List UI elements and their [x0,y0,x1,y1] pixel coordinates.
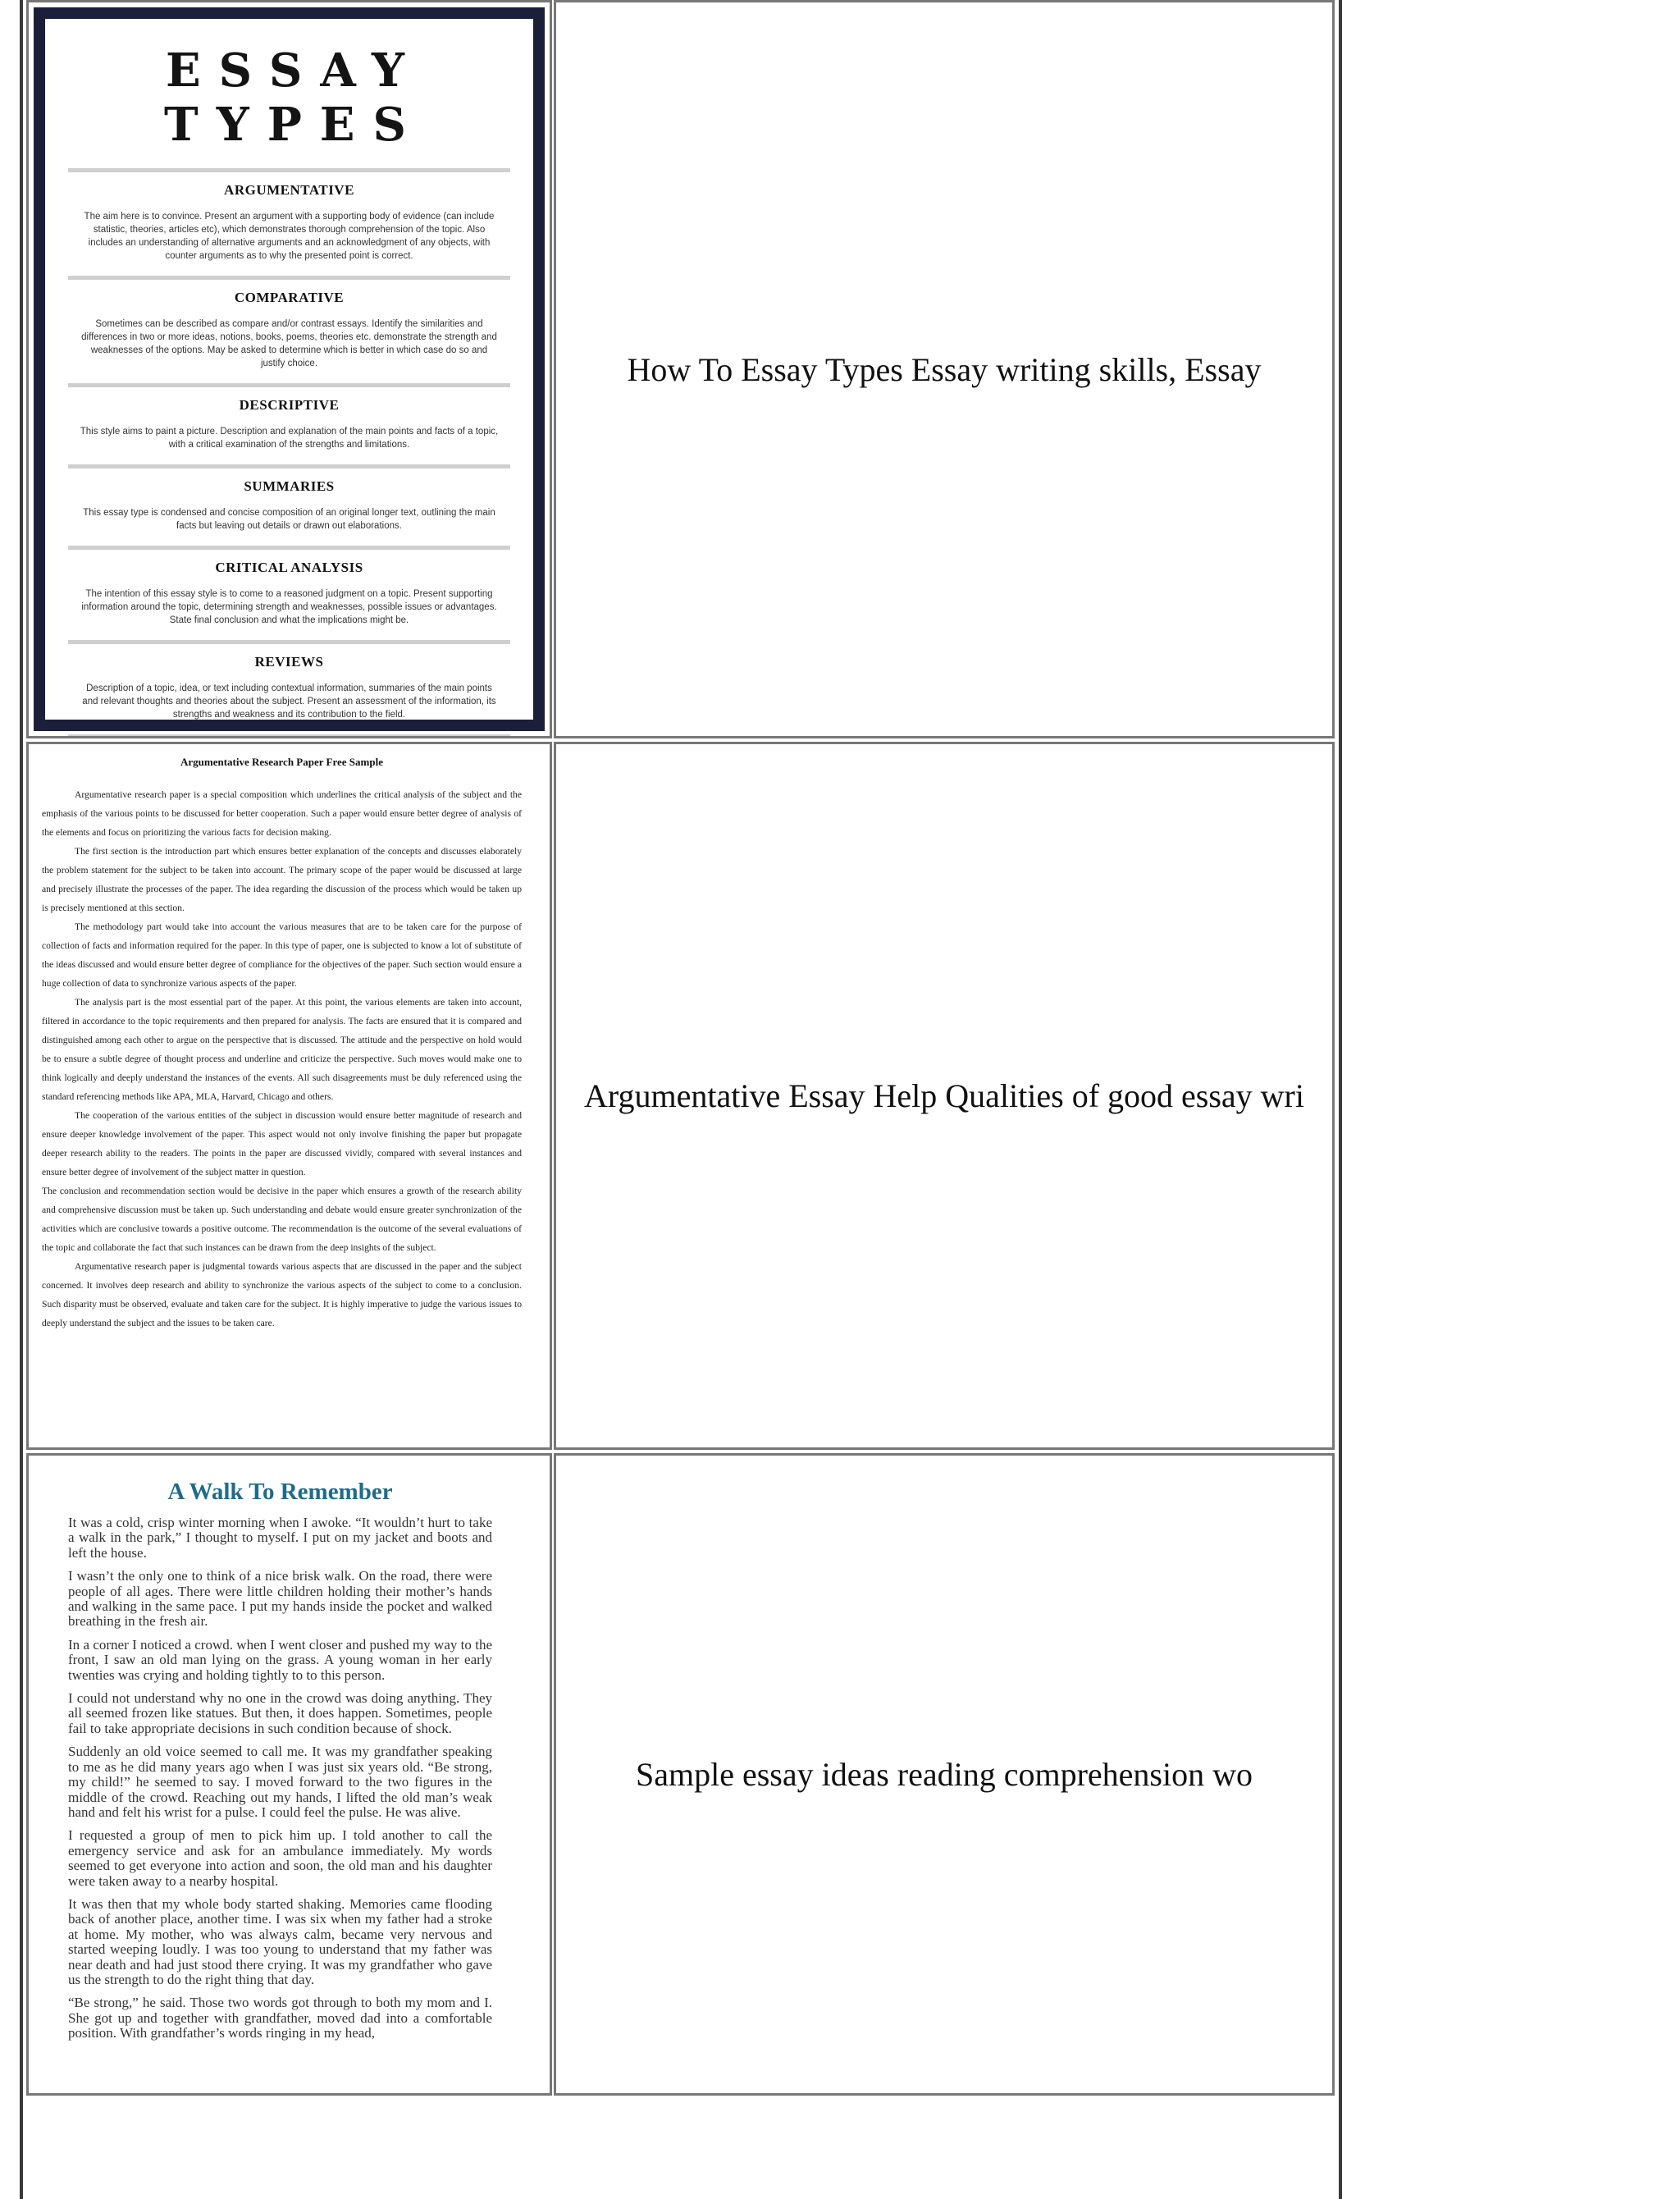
result-caption[interactable]: Sample essay ideas reading comprehension wo [635,1756,1253,1793]
story-title: A Walk To Remember [167,1479,393,1505]
result-caption[interactable]: Argumentative Essay Help Qualities of good essay wri [584,1077,1304,1114]
essay-type-section [68,734,510,738]
essay-type-description: The intention of this essay style is to come to a reasoned judgment on a topic. Present supporting information around the topic, determining strength and weaknesses, possible issues or advantages. State final conclusion and what the implications might be. [81,589,497,625]
paper-paragraph: Argumentative research paper is a special composition which underlines the critical analysis of the subject and the emphasis of the various points to be discussed for better cooperation. Such a paper would ensure better degree of analysis of the elements and focus on prioritizing the various facts for decision making. [42,789,522,838]
story-paragraph: “Be strong,” he said. Those two words got through to both my mom and I. She got up and together with grandfather, moved dad into a comfortable position. With grandfather’s words ringing in my head, [68,1995,492,2041]
essay-type-heading: REVIEWS [254,654,324,670]
essay-types-poster [34,7,545,731]
essay-type-description: This essay type is condensed and concise composition of an original longer text, outlining the main facts but leaving out details or drawn out elaborations. [83,508,495,531]
caption-cell-3 [554,1453,1335,2096]
poster-title: ESSAY TYPES [164,43,424,152]
story-paragraph: It was then that my whole body started shaking. Memories came flooding back of another place, another time. I was six when my father had a stroke at home. My mother, who was always calm, became very nervous and started weeping loudly. I was too young to understand that my father was near death and had just stood there crying. It was my grandfather who gave us the strength to do the right thing that day. [68,1895,492,1987]
paper-paragraph: The conclusion and recommendation section would be decisive in the paper which ensures a growth of the research ability and comprehensive discussion must be taken up. Such understanding and debate would ensure greater synchronization of the activities which are conclusive towards a positive outcome. The recommendation is the outcome of the several evaluations of the topic and collaborate the fact that such instances can be drawn from the deep insights of the subject. [42,1186,522,1253]
story-paragraph: I wasn’t the only one to think of a nice brisk walk. On the road, there were people of all ages. There were little children holding their mother’s hands and walking in the same pace. I put my hands inside the pocket and walked breathing in the fresh air. [68,1568,492,1630]
essay-type-section [68,276,510,383]
essay-type-description: This style aims to paint a picture. Description and explanation of the main points and facts of a topic, with a critical examination of the strengths and limitations. [80,427,499,450]
essay-type-section [68,168,510,276]
essay-type-description: The aim here is to convince. Present an argument with a supporting body of evidence (can include statistic, theories, articles etc), which demonstrates thorough comprehension of the topic. Also includes an understanding of alternative arguments and an acknowledgment of any objects, with counter arguments as to why the presented point is correct. [84,212,495,261]
story-paragraph: I could not understand why no one in the crowd was doing anything. They all seemed frozen like statues. But then, it does happen. Sometimes, people fail to take appropriate decisions in such condition because of shock. [68,1690,492,1736]
caption-cell-1 [554,0,1335,738]
result-caption[interactable]: How To Essay Types Essay writing skills, Essay [627,350,1262,388]
paper-paragraph: The methodology part would take into account the various measures that are to be taken care for the purpose of collection of facts and information required for the paper. In this type of paper, one is subjected to know a lot of substitute of the ideas discussed and would ensure better degree of compliance for the objectives of the paper. Such section would ensure a huge collection of data to synchronize various aspects of the paper. [42,921,522,989]
essay-type-description: Description of a topic, idea, or text including contextual information, summaries of the main points and relevant thoughts and theories about the subject. Present an assessment of the information, its strengths and weakness and its contribution to the field. [82,683,496,720]
image-cell-walk-to-remember[interactable] [26,1453,552,2096]
caption-cell-2 [554,742,1335,1450]
paper-paragraph: The first section is the introduction part which ensures better explanation of the concepts and discusses elaborately the problem statement for the subject to be taken into account. The primary scope of the paper would be discussed at large and precisely illustrate the processes of the paper. The idea regarding the discussion of the process which would be taken up is precisely mentioned at this section. [42,846,522,913]
essay-type-heading: SUMMARIES [244,478,335,494]
paper-paragraph: The analysis part is the most essential part of the paper. At this point, the various elements are taken into account, filtered in accordance to the topic requirements and then prepared for analysis. The facts are ensured that it is compared and distinguished among each other to argue on the perspective that is discussed. The attitude and the perspective on hold would be to ensure a subtle degree of thought process and underline and criticize the perspective. Such moves would make one to think logically and deeply understand the instances of the events. All such disagreements must be duly referenced using the standard referencing methods like APA, MLA, Harvard, Chicago and others. [42,997,522,1102]
essay-type-heading: COMPARATIVE [234,290,345,305]
essay-type-heading: CRITICAL ANALYSIS [215,560,363,575]
story-paragraph: It was a cold, crisp winter morning when I awoke. “It wouldn’t hurt to take a walk in the park,” I thought to myself. I put on my jacket and boots and left the house. [68,1515,492,1561]
essay-type-description: Sometimes can be described as compare and/or contrast essays. Identify the similarities and differences in two or more ideas, notions, books, poems, theories etc. demonstrate the strength and weaknesses of the options. May be asked to determine which is better in which case do so and justify choice. [81,319,497,368]
image-cell-research-paper[interactable] [26,742,552,1450]
image-cell-essay-types[interactable] [26,0,552,738]
essay-type-heading: DESCRIPTIVE [239,397,340,413]
essay-type-section [68,464,510,546]
paper-title: Argumentative Research Paper Free Sample [180,756,383,768]
essay-type-section [68,546,510,640]
paper-paragraph: The cooperation of the various entities of the subject in discussion would ensure better magnitude of research and ensure deeper knowledge involvement of the paper. This aspect would not only involve finishing the paper but propagate deeper research ability to the readers. The points in the paper are discussed vividly, compared with several instances and ensure better degree of involvement of the subject matter in question. [42,1110,522,1177]
story-paragraph: Suddenly an old voice seemed to call me. It was my grandfather speaking to me as he did many years ago when I was just six years old. “Be strong, my child!” he seemed to say. I moved forward to the two figures in the middle of the crowd. Reaching out my hands, I lifted the old man’s weak hand and felt his wrist for a pulse. I could feel the pulse. He was alive. [68,1744,492,1820]
story-paragraph: In a corner I noticed a crowd. when I went closer and pushed my way to the front, I saw an old man lying on the grass. A young woman in her early twenties was crying and holding tightly to to this person. [68,1636,492,1683]
story-paragraph: I requested a group of men to pick him up. I told another to call the emergency service and ask for an ambulance immediately. My words seemed to get everyone into action and soon, the old man and his daughter were taken away to a nearby hospital. [68,1827,492,1889]
essay-type-section [68,640,510,734]
paper-paragraph: Argumentative research paper is judgmental towards various aspects that are discussed in the paper and the subject concerned. It involves deep research and ability to synchronize the various aspects of the subject to come to a conclusion. Such disparity must be observed, evaluate and taken care for the subject. It is highly imperative to judge the various issues to deeply understand the subject and the issues to be taken care. [42,1261,522,1328]
essay-type-section [68,383,510,464]
essay-type-heading: ARGUMENTATIVE [224,182,354,198]
